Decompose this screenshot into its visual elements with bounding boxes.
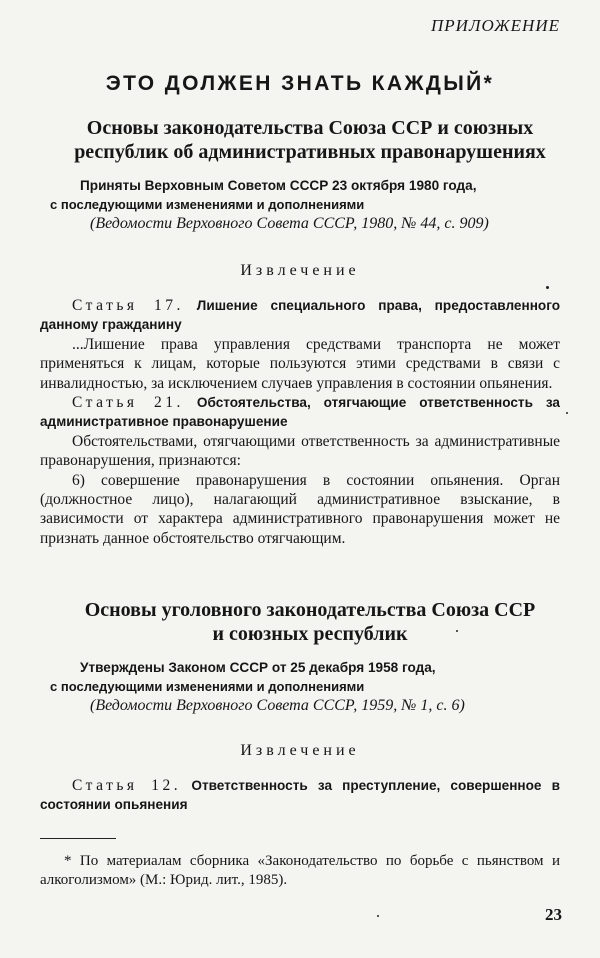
- article21-heading: [40, 393, 560, 432]
- section1-title-line1: Основы законодательства Союза ССР и союзных: [86, 117, 534, 139]
- section2-adopted-line2: с последующими изменениями и дополнениями: [50, 679, 365, 694]
- section1-adoption-note: [50, 176, 570, 233]
- article17-label: Статья 17.: [72, 297, 184, 314]
- section2-title: [40, 598, 580, 646]
- print-speck: [546, 286, 549, 289]
- article12-label: Статья 12.: [72, 777, 182, 794]
- print-speck: [377, 915, 379, 917]
- print-speck: [456, 630, 458, 632]
- section2-title-line2: и союзных республик: [212, 623, 408, 645]
- article12-heading: [40, 776, 560, 815]
- article17-title: Лишение специального права, предоставленного данному гражданину: [40, 298, 560, 333]
- footnote-text: * По материалам сборника «Законодательство по борьбе с пьянством и алкоголизмом» (М.: Юрид. лит., 1985).: [40, 853, 560, 888]
- section1-title: [40, 116, 580, 164]
- section2-adoption-note: [50, 658, 570, 715]
- section1-source: (Ведомости Верховного Совета СССР, 1980, № 44, с. 909): [90, 215, 489, 232]
- section1-adopted-line2: с последующими изменениями и дополнениями: [50, 197, 365, 212]
- section2-body: [40, 776, 560, 815]
- article12-title: Ответственность за преступление, совершенное в состоянии опьянения: [40, 778, 560, 813]
- section2-extract-label: Извлечение: [240, 742, 360, 759]
- footnote: [40, 852, 560, 890]
- article21-intro: Обстоятельствами, отягчающими ответственность за административные правонарушения, признаются:: [40, 432, 560, 470]
- footnote-rule: [40, 838, 116, 839]
- section1-extract-label: Извлечение: [240, 262, 360, 279]
- article17-heading: [40, 296, 560, 335]
- article21-title: Обстоятельства, отягчающие ответственность за административное правонарушение: [40, 395, 560, 430]
- section2-title-line1: Основы уголовного законодательства Союза ССР: [84, 599, 536, 621]
- section2-source: (Ведомости Верховного Совета СССР, 1959, № 1, с. 6): [90, 697, 465, 714]
- section1-title-line2: республик об административных правонарушениях: [74, 141, 546, 163]
- section2-adopted-line1: Утверждены Законом СССР от 25 декабря 1958 года,: [80, 660, 436, 675]
- article21-item6: 6) совершение правонарушения в состоянии опьянения. Орган (должностное лицо), налагающий административное взыскание, в зависимости от характера административного правонарушения может не признать данное обстоятельство отягчающим.: [40, 471, 560, 547]
- running-head: ПРИЛОЖЕНИЕ: [431, 16, 560, 35]
- section1-adopted-line1: Приняты Верховным Советом СССР 23 октября 1980 года,: [80, 178, 477, 193]
- article21-label: Статья 21.: [72, 394, 184, 412]
- main-title: ЭТО ДОЛЖЕН ЗНАТЬ КАЖДЫЙ*: [105, 72, 495, 95]
- section1-body: [40, 296, 560, 548]
- article17-text: ...Лишение права управления средствами транспорта не может применяться к лицам, которые пользуются этими средствами в связи с инвалидностью, за исключением случаев управления в состоянии опьянения.: [40, 335, 560, 392]
- page-number: 23: [545, 905, 562, 924]
- print-speck: [566, 412, 568, 414]
